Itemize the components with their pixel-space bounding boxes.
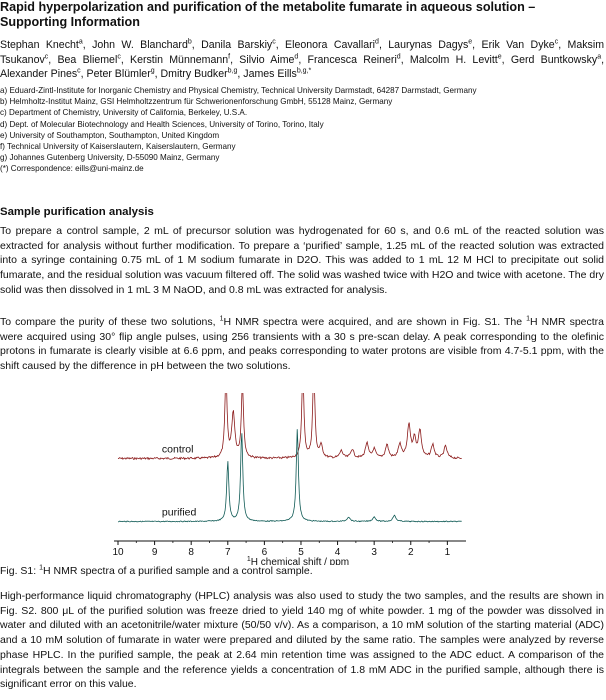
author-affiliation-mark: e	[497, 53, 502, 61]
author-name: Gerd Buntkowsky	[510, 53, 598, 66]
author-name: Erik Van Dyke	[481, 39, 555, 51]
author-name: Dmitry Budker	[160, 68, 228, 81]
author-affiliation-mark: a	[597, 53, 602, 61]
x-tick-label: 9	[151, 547, 158, 558]
x-axis-label	[247, 556, 349, 565]
paragraph-nmr-comparison: To compare the purity of these two solutions, $^1$H NMR spectra were acquired, and are shown in Fig. S1. The $^1$H NMR spectra were acquired using 30° flip angle pulses, using 256 transients with a 30 s pre-scan delay. A peak corresponding to the olefinic protons in fumarate is clearly visible at 6.6 ppm, and peaks corresponding to water protons are visible from 4.7-5.1 ppm, with the shift caused by the difference in pH between the two solutions.	[0, 315, 604, 373]
author-name: Laurynas Dagys	[388, 39, 469, 51]
x-tick-label: 10	[112, 547, 124, 558]
author-name: Maksim Tsukanov	[0, 39, 605, 66]
author-name: Kerstin Münnemann	[130, 53, 229, 66]
nmr-figure	[110, 393, 486, 565]
author	[201, 39, 276, 51]
author-affiliation-mark: d	[294, 53, 299, 61]
author	[410, 54, 502, 66]
paragraph-hplc-analysis: High-performance liquid chromatography (HPLC) analysis was also used to study the two samples, and the results are shown in Fig. S2. 800 μL of the purified solution was freeze dried to yield 140 mg of white powder. 1 mg of the powder was dissolved in water and diluted with an acetonitrile/water mixture (50/50 v/v). As a comparison, a 10 mM solution of the starting material (ADC) and a 10 mM solution of fumarate in water were prepared and diluted by the same ratio. The samples were analyzed by reverse phase HPLC. In the purified sample, the peak at 2.64 min retention time was assigned to the ADC educt. A comparison of the integrals between the sample and the reference yields a concentration of 1.8 mM ADC in the purified sample, although there is significant error on this value.	[0, 590, 604, 691]
author	[0, 39, 83, 51]
affiliation-line: e) University of Southampton, Southampton, United Kingdom	[0, 130, 220, 140]
author-affiliation-mark: c	[272, 38, 276, 46]
author	[511, 54, 601, 66]
author-affiliation-mark: c	[554, 38, 559, 46]
x-tick-label: 8	[188, 547, 194, 558]
author-name: James Eills	[243, 68, 297, 81]
series-label-control: control	[161, 443, 194, 456]
author-affiliation-mark: d	[396, 53, 401, 61]
author-affiliation-mark: c	[77, 67, 81, 75]
affiliation-line: (*) Correspondence: eills@uni-mainz.de	[0, 164, 144, 174]
affiliation-line: f) Technical University of Kaiserslautern, Kaiserslautern, Germany	[0, 142, 236, 152]
author	[87, 68, 155, 80]
author	[285, 39, 379, 51]
author	[239, 54, 298, 66]
x-tick-label: 7	[225, 547, 231, 558]
x-axis-label-text: H chemical shift / ppm	[250, 557, 350, 565]
author-affiliation-mark: f	[228, 53, 231, 61]
author	[92, 39, 192, 51]
author	[161, 68, 238, 80]
x-axis-label-superscript: 1	[246, 556, 251, 563]
author-affiliation-mark: g	[150, 67, 155, 75]
author	[482, 39, 559, 51]
affiliation-line: b) Helmholtz-Institut Mainz, GSI Helmholtzzentrum für Schwerionenforschung GmbH, 55128 Mainz, Germany	[0, 97, 393, 107]
affiliation-line: g) Johannes Gutenberg University, D-55090 Mainz, Germany	[0, 153, 220, 163]
series-label-purified: purified	[161, 506, 197, 519]
author-name: Bea Bliemel	[57, 53, 118, 66]
x-tick-label: 4	[334, 547, 341, 558]
author-name: Peter Blümler	[86, 68, 151, 81]
author-name: Danila Barskiy	[201, 39, 273, 51]
author-name: Malcolm H. Levitt	[409, 53, 498, 66]
author-affiliation-mark: c	[117, 53, 121, 61]
author	[130, 54, 230, 66]
author	[0, 68, 81, 80]
author-affiliation-mark: b,g,*	[296, 67, 312, 75]
author	[243, 68, 311, 80]
affiliation-line: a) Eduard-Zintl-Institute for Inorganic Chemistry and Physical Chemistry, Technical University Darmstadt, 64287 Darmstadt, Germany	[0, 86, 477, 95]
author-name: John W. Blanchard	[92, 39, 188, 51]
author-affiliation-mark: a	[78, 38, 83, 46]
paper-title: Rapid hyperpolarization and purification of the metabolite fumarate in aqueous solution – Supporting Information	[0, 0, 536, 29]
x-tick-label: 1	[444, 547, 451, 558]
author-name: Francesca Reineri	[307, 53, 397, 66]
author-affiliation-mark: c	[44, 53, 49, 61]
author-name: Alexander Pines	[0, 68, 78, 81]
author-name: Stephan Knecht	[0, 39, 79, 51]
author-list: Stephan Knecht$^a$, John W. Blanchard$^b$, Danila Barskiy$^c$, Eleonora Cavallari$^d$, Laurynas Dagys$^e$, Erik Van Dyke$^c$, Maksim Tsukanov$^c$, Bea Bliemel$^c$, Kerstin Münnemann$^f$, Silvio Aime$^d$, Francesca Reineri$^d$, Malcolm H. Levitt$^e$, Gerd Buntkowsky$^a$, Alexander Pines$^c$, Peter Blümler$^g$, Dmitry Budker$^{b,g}$, James Eills$^{b,g,*}$	[0, 38, 605, 81]
author	[388, 39, 472, 51]
affiliation-line: c) Department of Chemistry, University of California, Berkeley, U.S.A.	[0, 108, 248, 118]
author-affiliation-mark: b	[187, 38, 192, 46]
author-name: Silvio Aime	[239, 53, 295, 66]
author	[308, 54, 401, 66]
author-affiliation-mark: b,g	[227, 67, 238, 75]
author-affiliation-mark: e	[468, 38, 473, 46]
figure-caption: Fig. S1: $^1$H NMR spectra of a purified sample and a control sample.	[0, 564, 313, 577]
author-name: Eleonora Cavallari	[285, 39, 376, 51]
x-tick-label: 2	[407, 547, 414, 558]
affiliation-list	[0, 85, 604, 175]
x-tick-label: 3	[371, 547, 377, 558]
nmr-spectra-chart	[110, 393, 486, 565]
x-tick-label: 5	[298, 547, 304, 558]
author	[57, 54, 120, 66]
section-heading: Sample purification analysis	[0, 206, 154, 218]
author-affiliation-mark: d	[375, 38, 379, 46]
paragraph-sample-preparation: To prepare a control sample, 2 mL of precursor solution was hydrogenated for 60 s, and 0.6 mL of the reacted solution was extracted for analysis without further modification. To prepare a ‘purified’ sample, 1.25 mL of the reacted solution was extracted into a syringe containing 0.75 mL of 1 M sodium fumarate in D2O. This was added to 1 mL 12 M HCl to precipitate out solid fumarate, and the residual solution was vacuum filtered off. The solid was washed twice with H2O and twice with acetone. The dry solid was then dissolved in 1 mL 3 M NaOD, and 0.8 mL was extracted for analysis.	[0, 225, 604, 296]
affiliation-line: d) Dept. of Molecular Biotechnology and Health Sciences, University of Torino, Torino, Italy	[0, 119, 324, 129]
x-tick-label: 6	[261, 547, 268, 558]
